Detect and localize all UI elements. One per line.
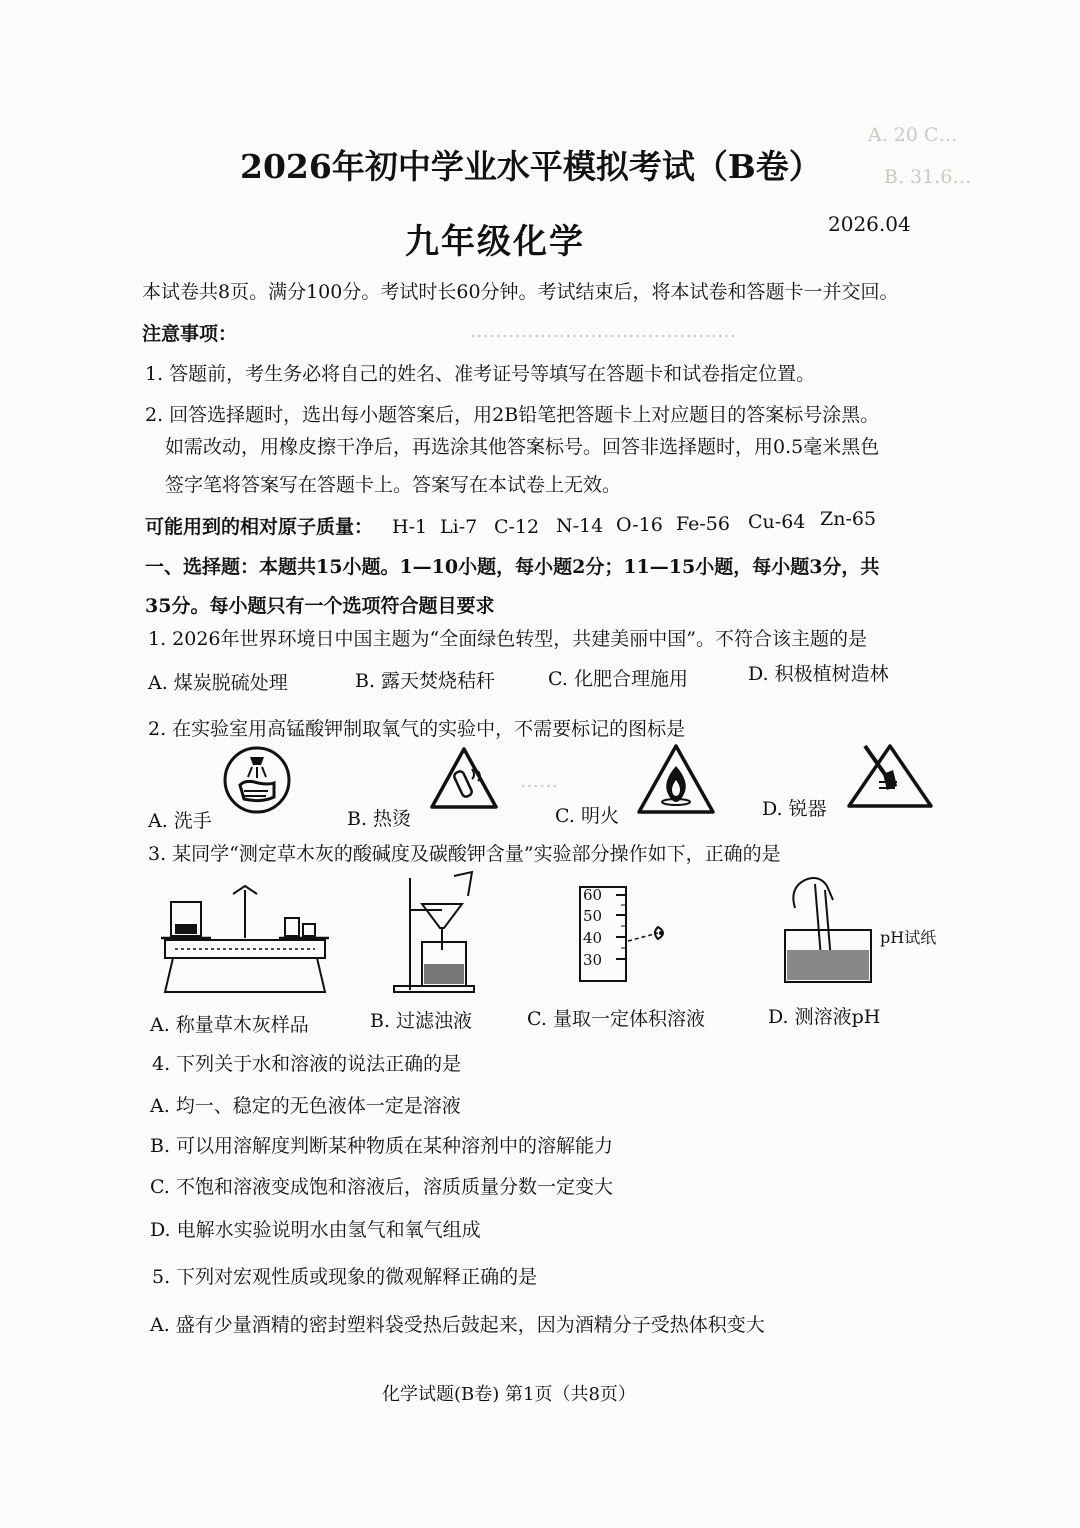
- q1-option-c: C. 化肥合理施用: [548, 668, 688, 690]
- notice-item-2-cont: 签字笔将答案写在答题卡上。答案写在本试卷上无效。: [165, 474, 622, 496]
- notice-item-1: 1. 答题前，考生务必将自己的姓名、准考证号等填写在答题卡和试卷指定位置。: [145, 363, 816, 385]
- q3-option-b: B. 过滤浊液: [370, 1010, 473, 1032]
- q2-option-b: B. 热烫: [347, 808, 412, 830]
- atomic-mass-label: 可能用到的相对原子质量：: [145, 516, 374, 538]
- q2-option-d: D. 锐器: [762, 798, 827, 820]
- atomic-mass-value: Fe-56: [676, 513, 730, 535]
- notice-item-2: 2. 回答选择题时，选出每小题答案后，用2B铅笔把答题卡上对应题目的答案标号涂黑。: [145, 404, 880, 426]
- atomic-mass-value: O-16: [616, 514, 663, 536]
- q4-option-b: B. 可以用溶解度判断某种物质在某种溶剂中的溶解能力: [150, 1135, 614, 1157]
- atomic-mass-value: H-1: [392, 516, 428, 538]
- cylinder-tick-label: 40: [583, 929, 603, 947]
- question-1-stem: 1. 2026年世界环境日中国主题为“全面绿色转型，共建美丽中国”。不符合该主题的是: [148, 628, 867, 650]
- hot-surface-icon: [428, 745, 500, 811]
- open-flame-icon: [635, 742, 717, 816]
- atomic-mass-value: Li-7: [440, 516, 478, 538]
- subject-title: 九年级化学: [405, 222, 585, 262]
- q1-option-d: D. 积极植树造林: [748, 663, 889, 685]
- q1-option-a: A. 煤炭脱硫处理: [148, 672, 288, 694]
- atomic-mass-value: C-12: [494, 516, 540, 538]
- question-2-stem: 2. 在实验室用高锰酸钾制取氧气的实验中，不需要标记的图标是: [148, 718, 686, 740]
- section-heading-cont: 35分。每小题只有一个选项符合题目要求: [145, 595, 495, 617]
- bleed-through-text: A. 20 C…: [868, 124, 958, 146]
- q3-option-c: C. 量取一定体积溶液: [527, 1008, 705, 1030]
- bleed-through-text: B. 31.6…: [884, 166, 972, 188]
- exam-date: 2026.04: [828, 212, 911, 236]
- q5-option-a: A. 盛有少量酒精的密封塑料袋受热后鼓起来，因为酒精分子受热体积变大: [150, 1314, 765, 1336]
- atomic-mass-value: N-14: [556, 515, 604, 537]
- sharp-object-icon: [845, 740, 935, 810]
- notice-item-2-cont: 如需改动，用橡皮擦干净后，再选涂其他答案标号。回答非选择题时，用0.5毫米黑色: [165, 436, 880, 458]
- intro-text: 本试卷共8页。满分100分。考试时长60分钟。考试结束后，将本试卷和答题卡一并交回。: [142, 281, 899, 303]
- question-3-stem: 3. 某同学“测定草木灰的酸碱度及碳酸钾含量”实验部分操作如下，正确的是: [148, 843, 781, 865]
- section-heading: 一、选择题：本题共15小题。1—10小题，每小题2分；11—15小题，每小题3分，共: [145, 556, 880, 578]
- filtration-apparatus-icon: [392, 870, 487, 995]
- ph-paper-label: pH试纸: [880, 928, 937, 947]
- q1-option-b: B. 露天焚烧秸秆: [355, 670, 496, 692]
- page-title: 2026年初中学业水平模拟考试（B卷）: [240, 147, 822, 186]
- question-5-stem: 5. 下列对宏观性质或现象的微观解释正确的是: [152, 1266, 538, 1288]
- cylinder-tick-label: 50: [583, 907, 603, 925]
- q3-option-a: A. 称量草木灰样品: [150, 1014, 309, 1036]
- balance-scale-icon: [155, 880, 335, 995]
- atomic-mass-value: Zn-65: [820, 508, 877, 530]
- cylinder-tick-label: 60: [583, 886, 603, 904]
- bleed-through-text: ……: [520, 770, 558, 792]
- wash-hands-icon: [222, 745, 292, 815]
- cylinder-tick-label: 30: [583, 951, 603, 969]
- q3-option-d: D. 测溶液pH: [768, 1006, 881, 1028]
- atomic-mass-value: Cu-64: [748, 511, 806, 533]
- q4-option-c: C. 不饱和溶液变成饱和溶液后，溶质质量分数一定变大: [150, 1176, 613, 1198]
- q4-option-d: D. 电解水实验说明水由氢气和氧气组成: [150, 1219, 481, 1241]
- ph-test-icon: [775, 868, 885, 988]
- q2-option-c: C. 明火: [555, 805, 619, 827]
- question-4-stem: 4. 下列关于水和溶液的说法正确的是: [152, 1053, 462, 1075]
- q4-option-a: A. 均一、稳定的无色液体一定是溶液: [150, 1095, 461, 1117]
- notice-heading: 注意事项：: [142, 323, 238, 345]
- q2-option-a: A. 洗手: [148, 810, 212, 832]
- bleed-through-text: ……………………………………: [470, 320, 736, 342]
- page-footer: 化学试题(B卷) 第1页（共8页）: [382, 1384, 636, 1405]
